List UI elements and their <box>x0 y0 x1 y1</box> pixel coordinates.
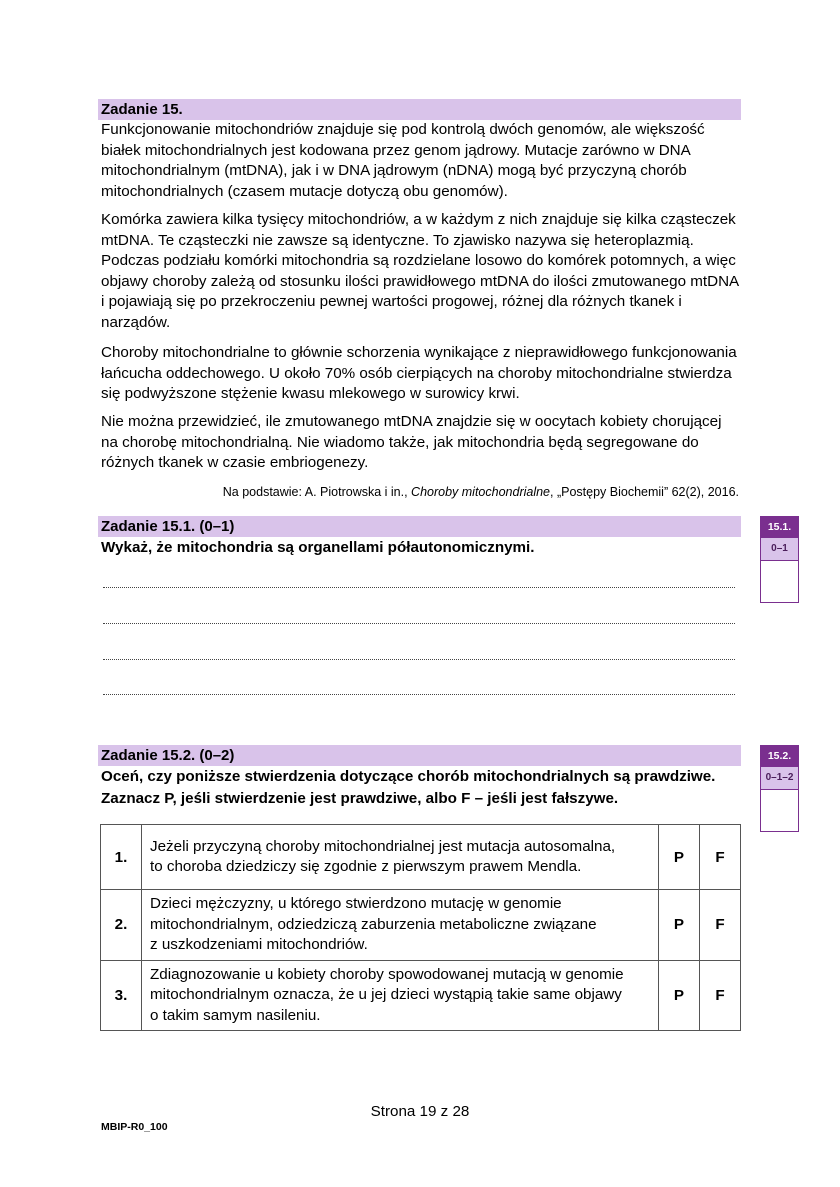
statement-text <box>142 825 659 890</box>
true-false-table <box>100 824 741 1031</box>
option-true[interactable]: P <box>659 960 700 1031</box>
task-15-title: Zadanie 15. <box>98 99 741 120</box>
statement-number: 3. <box>101 960 142 1031</box>
statement-number: 2. <box>101 890 142 961</box>
citation-title: Choroby mitochondrialne <box>411 485 551 499</box>
option-true[interactable]: P <box>659 890 700 961</box>
task-15-1-title: Zadanie 15.1. (0–1) <box>98 516 741 537</box>
statement-line: Zdiagnozowanie u kobiety choroby spowodowanej mutacją w genomie <box>150 965 624 983</box>
score-box-range: 0–1 <box>761 538 798 561</box>
score-box-15-2 <box>760 745 799 832</box>
task-15-paragraph-1: Funkcjonowanie mitochondriów znajduje się pod kontrolą dwóch genomów, ale większość białek mitochondrialnych jest kodowana przez genom jądrowy. Mutacje zarówno w DNA mitochondrialnym (mtDNA), jak i w DNA jądrowym (nDNA) mogą być przyczyną chorób mitochondrialnych (czasem mutacje dotyczą obu genomów). <box>101 121 705 200</box>
statement-line: z uszkodzeniami mitochondriów. <box>150 936 368 953</box>
score-box-entry <box>761 790 798 831</box>
source-citation <box>223 484 739 500</box>
option-false[interactable]: F <box>700 890 741 961</box>
statement-line: Dzieci mężczyzny, u którego stwierdzono mutację w genomie <box>150 895 562 912</box>
statement-line: Jeżeli przyczyną choroby mitochondrialnej jest mutacja autosomalna, <box>150 837 616 855</box>
task-15-paragraph-4: Nie można przewidzieć, ile zmutowanego mtDNA znajdzie się w oocytach kobiety chorującej na chorobę mitochondrialną. Nie wiadomo także, jak mitochondria będą segregowane do różnych tkanek w czasie embriogenezy. <box>101 413 722 472</box>
page-number: Strona 19 z 28 <box>370 1103 470 1120</box>
statement-text <box>142 960 659 1031</box>
citation-prefix: Na podstawie: A. Piotrowska i in., <box>222 485 412 499</box>
answer-line[interactable] <box>103 694 735 695</box>
option-false[interactable]: F <box>700 825 741 890</box>
statement-line: mitochondrialnym, odziedziczą zaburzenia metaboliczne związane <box>150 915 597 933</box>
statement-line: to choroba dziedziczy się zgodnie z pierwszym prawem Mendla. <box>150 858 582 875</box>
score-box-entry <box>761 561 798 602</box>
answer-line[interactable] <box>103 623 735 624</box>
task-15-2-title: Zadanie 15.2. (0–2) <box>98 745 741 766</box>
table-row <box>101 825 741 890</box>
statement-line: mitochondrialnym oznacza, że u jej dzieci wystąpią takie same objawy <box>150 986 622 1003</box>
option-false[interactable]: F <box>700 960 741 1031</box>
score-box-range: 0–1–2 <box>761 767 798 790</box>
statement-line: o takim samym nasileniu. <box>150 1006 321 1024</box>
statement-text <box>142 890 659 961</box>
task-15-1-instruction: Wykaż, że mitochondria są organellami półautonomicznymi. <box>101 539 535 556</box>
score-box-15-1 <box>760 516 799 603</box>
score-box-label: 15.1. <box>761 517 798 538</box>
task-15-paragraph-3: Choroby mitochondrialne to głównie schorzenia wynikające z nieprawidłowego funkcjonowania łańcucha oddechowego. U około 70% osób cierpiących na choroby mitochondrialne stwierdza się podwyższone stężenie kwasu mlekowego w surowicy krwi. <box>101 344 737 403</box>
citation-suffix: , „Postępy Biochemii” 62(2), 2016. <box>550 485 739 499</box>
task-15-paragraph-2: Komórka zawiera kilka tysięcy mitochondriów, a w każdym z nich znajduje się kilka cząsteczek mtDNA. Te cząsteczki nie zawsze są identyczne. To zjawisko nazywa się heteroplazmią. Podczas podziału komórki mitochondria są rozdzielane losowo do komórek potomnych, a więc objawy choroby zależą od stosunku ilości prawidłowego mtDNA do ilości zmutowanego mtDNA i pojawiają się po przekroczeniu pewnej wartości progowej, różnej dla różnych tkanek i narządów. <box>101 211 739 331</box>
table-row <box>101 890 741 961</box>
option-true[interactable]: P <box>659 825 700 890</box>
answer-line[interactable] <box>103 587 735 588</box>
table-row <box>101 960 741 1031</box>
answer-line[interactable] <box>103 659 735 660</box>
score-box-label: 15.2. <box>761 746 798 767</box>
task-15-2-instruction-2: Zaznacz P, jeśli stwierdzenie jest prawdziwe, albo F – jeśli jest fałszywe. <box>101 790 619 807</box>
statement-number: 1. <box>101 825 142 890</box>
task-15-2-instruction-1: Oceń, czy poniższe stwierdzenia dotyczące chorób mitochondrialnych są prawdziwe. <box>101 768 716 785</box>
exam-code: MBIP-R0_100 <box>101 1121 168 1133</box>
